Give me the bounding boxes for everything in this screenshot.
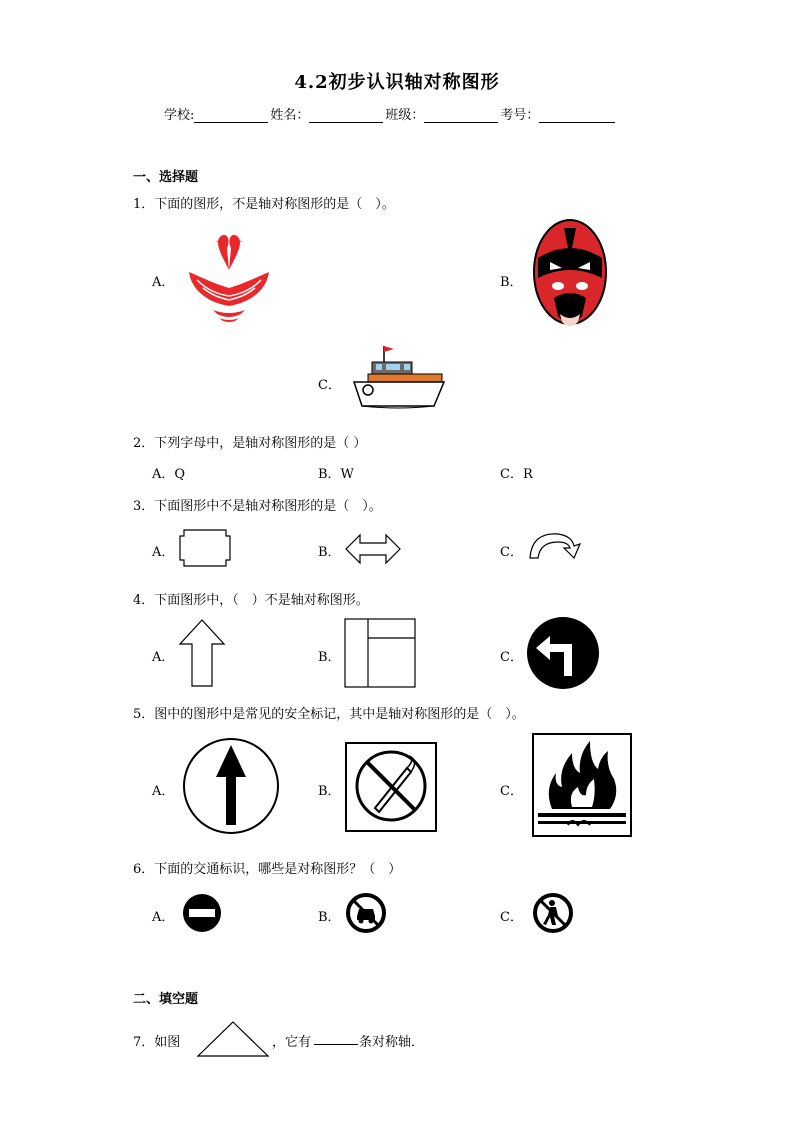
class-label: 班级： [385, 108, 425, 123]
question-7-middle: ，它有 [272, 1035, 312, 1050]
q2-option-a: A．Q [152, 467, 186, 482]
school-label: 学校: [164, 108, 195, 123]
q4-option-a-label: A． [152, 650, 175, 665]
q5-option-a-label: A． [152, 784, 175, 799]
name-label: 姓名： [270, 108, 310, 123]
question-6: 6．下面的交通标识，哪些是对称图形？（ ） [133, 862, 402, 877]
question-1: 1．下面的图形，不是轴对称图形的是（ ）。 [133, 197, 395, 212]
question-7-prefix: 7．如图 [133, 1035, 181, 1050]
question-7-suffix: 条对称轴． [359, 1035, 425, 1050]
q2-option-c: C．R [500, 467, 533, 482]
opera-mask-image [530, 218, 610, 334]
q6-option-b-label: B． [318, 910, 341, 925]
q5-option-c-label: C． [500, 784, 523, 799]
q6-option-c-label: C． [500, 910, 523, 925]
q1-option-b-label: B． [500, 275, 523, 290]
q7-answer-blank[interactable] [314, 1031, 358, 1045]
section-fill-heading: 二、填空题 [133, 992, 199, 1007]
q1-option-c-label: C． [318, 378, 341, 393]
q3-option-a-label: A． [152, 545, 175, 560]
student-info-line [164, 104, 617, 123]
notched-rectangle-shape [178, 528, 232, 568]
class-field[interactable] [424, 108, 498, 123]
flammable-sign-icon [532, 733, 632, 837]
school-field[interactable] [194, 108, 268, 123]
up-arrow-shape [178, 618, 226, 688]
q3-option-c-label: C． [500, 545, 523, 560]
q5-option-b-label: B． [318, 784, 341, 799]
no-entry-sign-icon [182, 893, 222, 933]
no-smoking-sign-icon [345, 742, 437, 832]
triangle-figure [196, 1020, 270, 1058]
q1-option-a-label: A． [152, 275, 175, 290]
section-choice-heading: 一、选择题 [133, 170, 199, 185]
double-arrow-shape [344, 532, 402, 566]
number-field[interactable] [539, 108, 615, 123]
q4-option-b-label: B． [318, 650, 341, 665]
number-label: 考号： [500, 108, 540, 123]
boat-image [350, 344, 448, 414]
curved-arrow-shape [528, 528, 588, 562]
straight-ahead-sign-icon [182, 737, 280, 835]
turn-left-sign-icon [526, 616, 600, 690]
question-3: 3．下面图形中不是轴对称图形的是（ ）。 [133, 499, 382, 514]
name-field[interactable] [309, 108, 383, 123]
no-motor-vehicles-sign-icon [345, 892, 387, 934]
no-pedestrians-sign-icon [532, 892, 574, 934]
q3-option-b-label: B． [318, 545, 341, 560]
page-title: 4.2初步认识轴对称图形 [294, 72, 500, 93]
swan-image [183, 232, 275, 324]
q2-option-b: B．W [318, 467, 354, 482]
question-5: 5．图中的图形中是常见的安全标记，其中是轴对称图形的是（ ）。 [133, 707, 525, 722]
q6-option-a-label: A． [152, 910, 175, 925]
divided-square-shape [344, 618, 416, 688]
q4-option-c-label: C． [500, 650, 523, 665]
question-4: 4．下面图形中，（ ）不是轴对称图形。 [133, 593, 369, 608]
question-2: 2．下列字母中，是轴对称图形的是（ ） [133, 436, 367, 451]
